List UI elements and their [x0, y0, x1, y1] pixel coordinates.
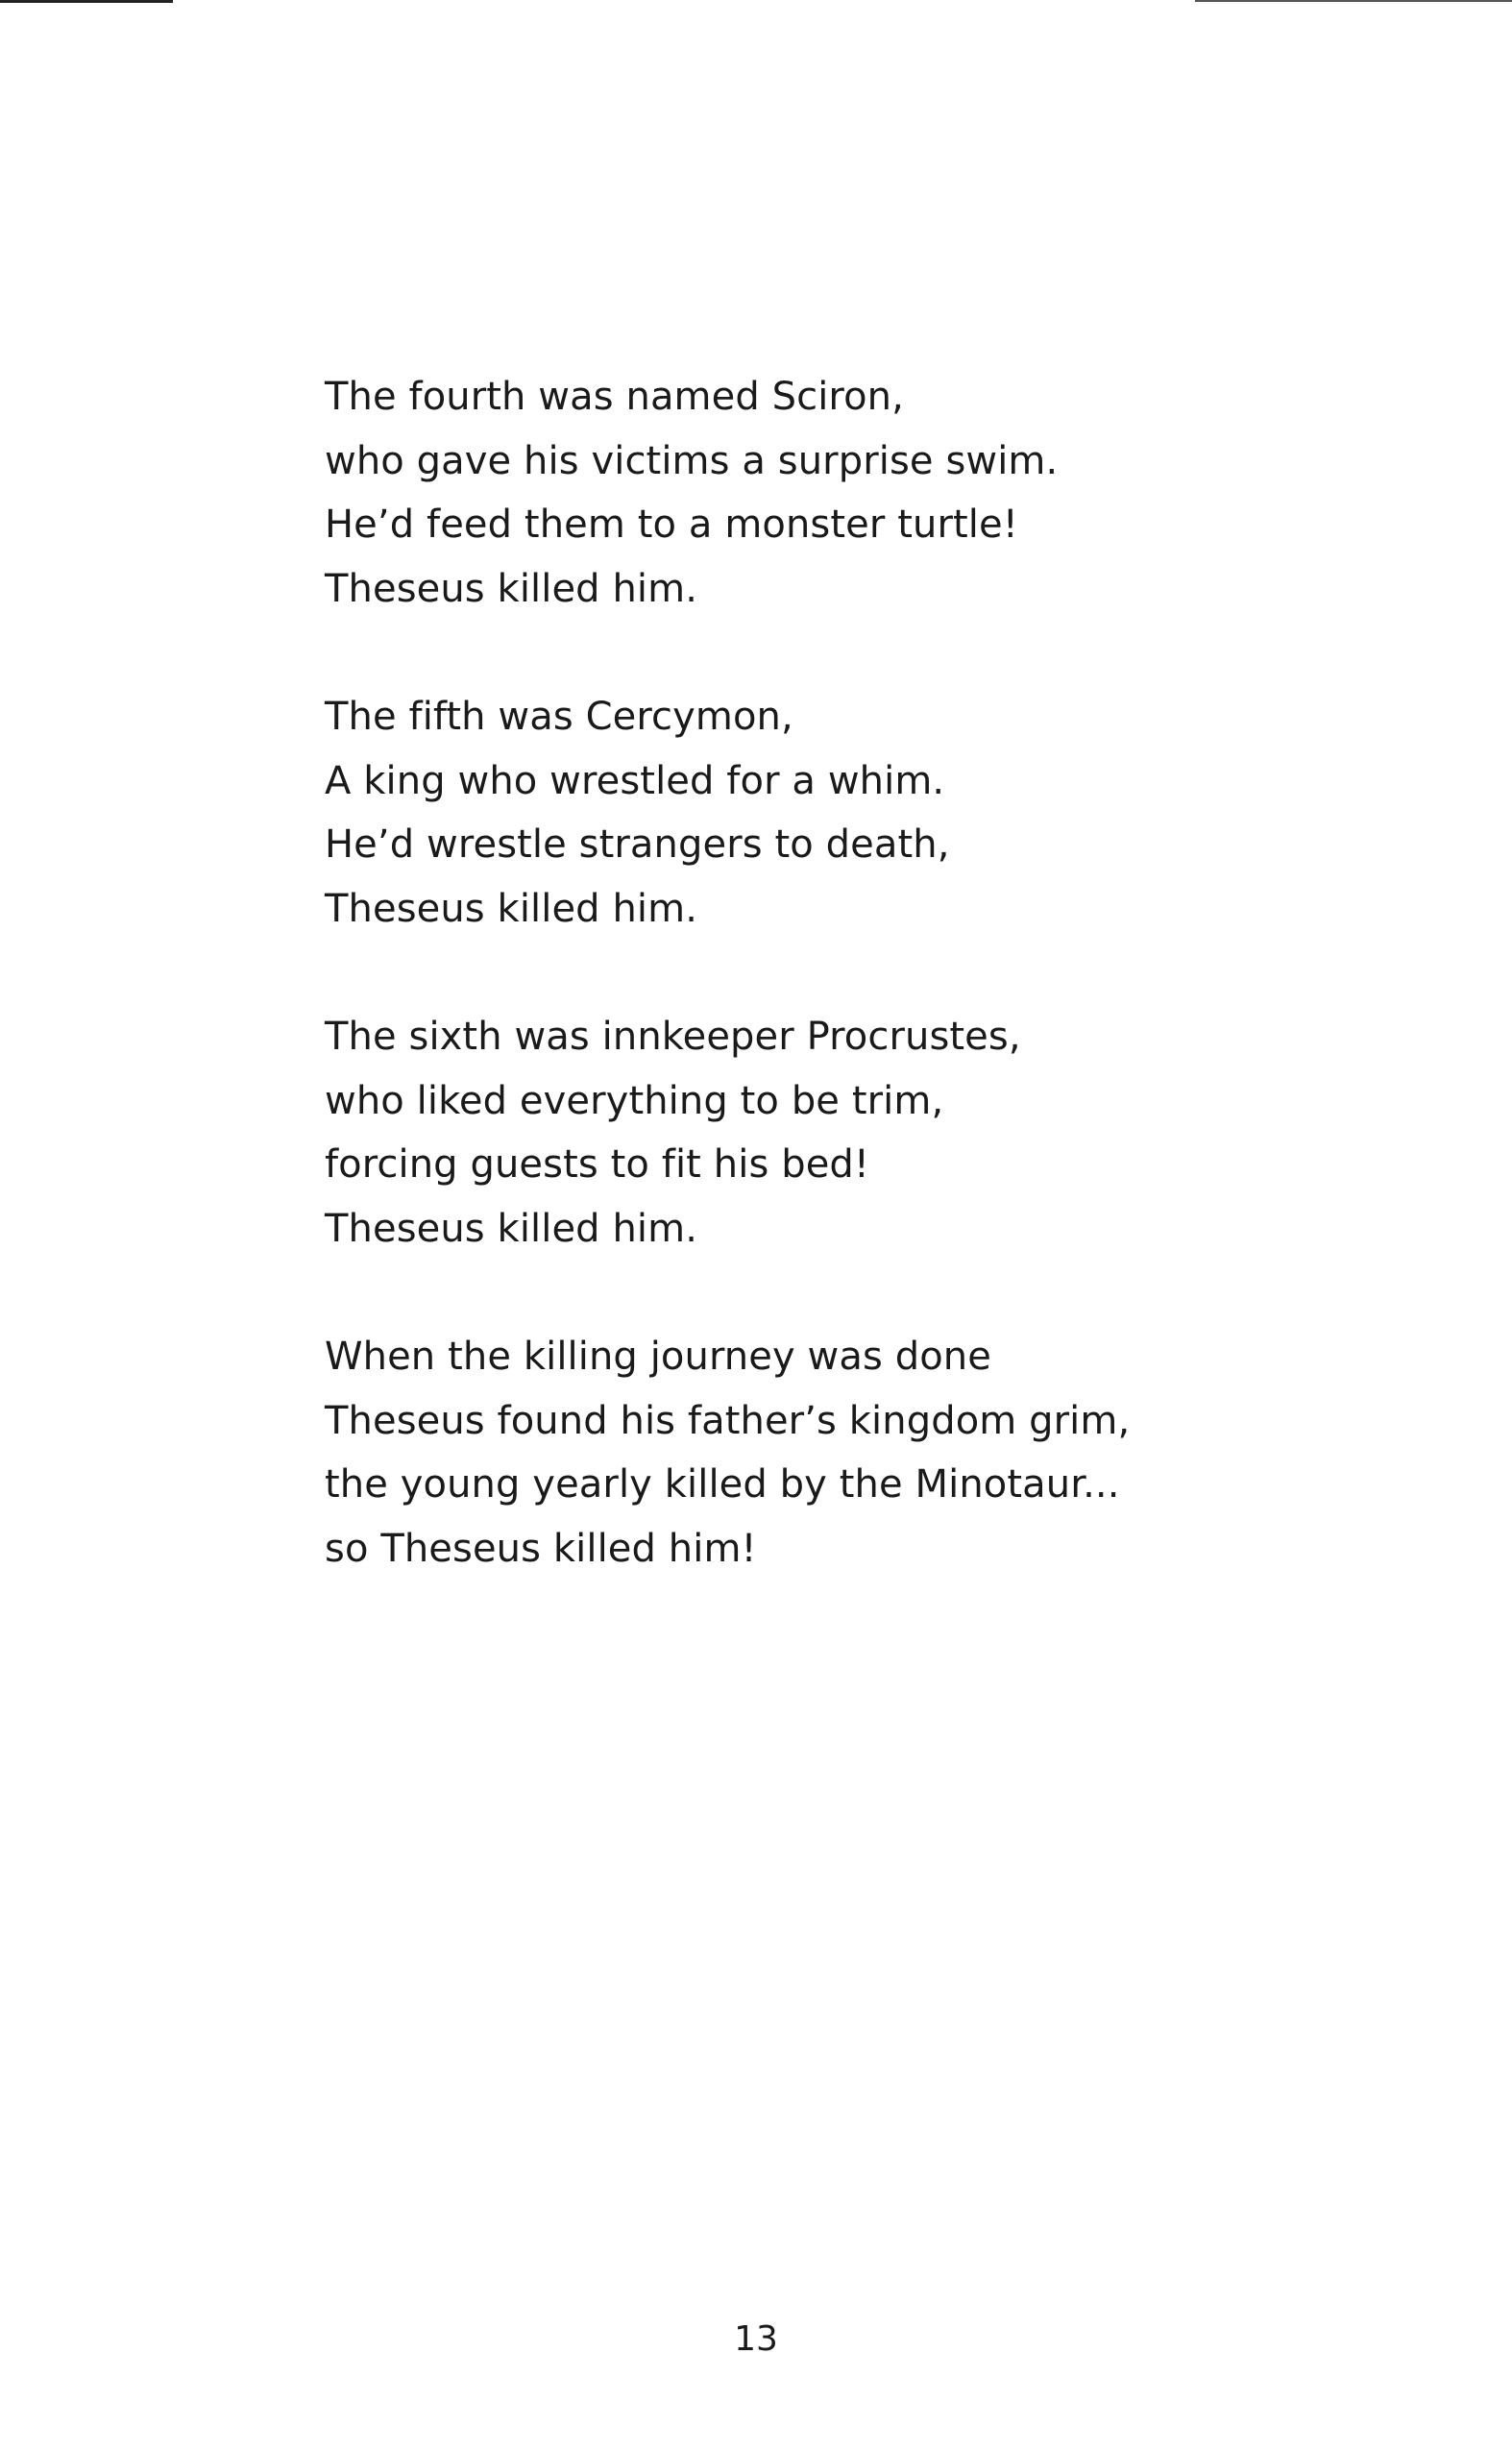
poem-line: Theseus killed him.	[325, 566, 698, 611]
stanza	[325, 685, 1285, 941]
poem-line: The sixth was innkeeper Procrustes,	[325, 1015, 1021, 1059]
poem-line: forcing guests to fit his bed!	[325, 1142, 870, 1187]
poem-line: Theseus found his father’s kingdom grim,	[325, 1398, 1131, 1443]
poem-line: so Theseus killed him!	[325, 1526, 757, 1571]
poem	[325, 365, 1285, 1645]
stanza	[325, 1005, 1285, 1261]
poem-line: He’d feed them to a monster turtle!	[325, 503, 1018, 547]
poem-line: Theseus killed him.	[325, 1206, 698, 1251]
page-edge-line	[1195, 0, 1512, 2]
poem-line: the young yearly killed by the Minotaur...	[325, 1462, 1120, 1507]
poem-line: When the killing journey was done	[325, 1335, 991, 1379]
poem-line: The fourth was named Sciron,	[325, 375, 904, 419]
poem-line: who gave his victims a surprise swim.	[325, 438, 1059, 483]
poem-line: The fifth was Cercymon,	[325, 695, 793, 739]
stanza	[325, 365, 1285, 621]
poem-line: A king who wrestled for a whim.	[325, 758, 945, 803]
page-edge-line	[0, 0, 173, 3]
poem-line: Theseus killed him.	[325, 886, 698, 931]
page-number: 13	[734, 2319, 778, 2359]
poem-line: who liked everything to be trim,	[325, 1078, 944, 1123]
poem-line: He’d wrestle strangers to death,	[325, 822, 950, 867]
stanza	[325, 1325, 1285, 1581]
